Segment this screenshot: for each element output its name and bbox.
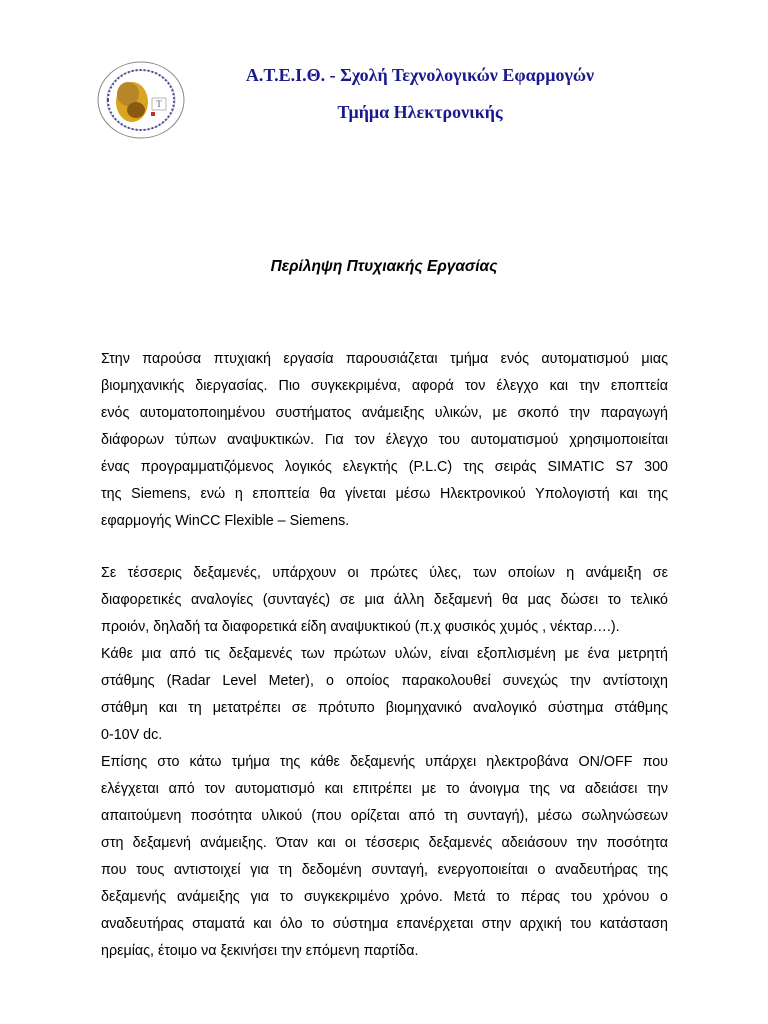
text-line: που τους αντιστοιχεί για τη δεδομένη συνταγή, ενεργοποιείται ο αναδευτήρας της	[101, 862, 668, 878]
text-line: απαιτούμενη ποσότητα υλικού (που ορίζεται από τη συνταγή), μέσω σωληνώσεων	[101, 808, 668, 824]
text-line: στάθμη και τη μετατρέπει σε πρότυπο βιομηχανικό αναλογικό σύστημα στάθμης	[101, 700, 668, 716]
text-line: ελέγχεται από τον αυτοματισμό και επιτρέπει με το άνοιγμα της να αδειάσει την	[101, 781, 668, 797]
text-line: 0-10V dc.	[101, 727, 163, 743]
text-line: βιομηχανικής διεργασίας. Πιο συγκεκριμένα, αφορά τον έλεγχο και την εποπτεία	[101, 378, 668, 394]
department-name: Τμήμα Ηλεκτρονικής	[337, 102, 503, 122]
svg-text:Τ: Τ	[156, 99, 162, 109]
text-line: στη δεξαμενή ανάμειξης. Όταν και οι τέσσερις δεξαμενές αδειάσουν την ποσότητα	[101, 835, 668, 851]
text-line: διαφορετικές αναλογίες (συνταγές) σε μια άλλη δεξαμενή θα μας δώσει το τελικό	[101, 592, 668, 608]
text-line: Επίσης στο κάτω τμήμα της κάθε δεξαμενής υπάρχει ηλεκτροβάνα ON/OFF που	[101, 754, 668, 770]
paragraph-1	[101, 346, 668, 535]
paragraph-2	[101, 560, 668, 965]
document-title: Περίληψη Πτυχιακής Εργασίας	[270, 258, 498, 275]
text-line: αναδευτήρας σταματά και όλο το σύστημα επανέρχεται στην αρχική του κατάσταση	[101, 916, 668, 932]
text-line: ενός αυτοματοποιημένου συστήματος ανάμειξης υλικών, με σκοπό την παραγωγή	[101, 405, 668, 421]
text-line: στάθμης (Radar Level Meter), ο οποίος παρακολουθεί συνεχώς την αντίστοιχη	[101, 673, 668, 689]
text-line: Στην παρούσα πτυχιακή εργασία παρουσιάζεται τμήμα ενός αυτοματισμού μιας	[101, 351, 668, 367]
text-line: εφαρμογής WinCC Flexible – Siemens.	[101, 513, 350, 529]
text-line: Σε τέσσερις δεξαμενές, υπάρχουν οι πρώτες ύλες, των οποίων η ανάμειξη σε	[101, 565, 668, 581]
institution-seal-icon	[96, 60, 186, 140]
text-line: ένας προγραμματιζόμενος λογικός ελεγκτής (P.L.C) της σειράς SIMATIC S7 300	[101, 459, 668, 475]
text-line: της Siemens, ενώ η εποπτεία θα γίνεται μέσω Ηλεκτρονικού Υπολογιστή και της	[101, 486, 668, 502]
text-line: προιόν, δηλαδή τα διαφορετικά είδη αναψυκτικού (π.χ φυσικός χυμός , νέκταρ….).	[101, 619, 620, 635]
document-header	[200, 64, 640, 123]
text-line: Κάθε μια από τις δεξαμενές των πρώτων υλών, είναι εξοπλισμένη με ένα μετρητή	[101, 646, 668, 662]
text-line: δεξαμενής ανάμειξης για το συγκεκριμένο χρόνο. Μετά το πέρας του χρόνου ο	[101, 889, 668, 905]
text-line: ηρεμίας, έτοιμο να ξεκινήσει την επόμενη παρτίδα.	[101, 943, 419, 959]
institution-name: Α.Τ.Ε.Ι.Θ. - Σχολή Τεχνολογικών Εφαρμογών	[245, 65, 595, 85]
text-line: διάφορων τύπων αναψυκτικών. Για τον έλεγχο του αυτοματισμού χρησιμοποιείται	[101, 432, 668, 448]
